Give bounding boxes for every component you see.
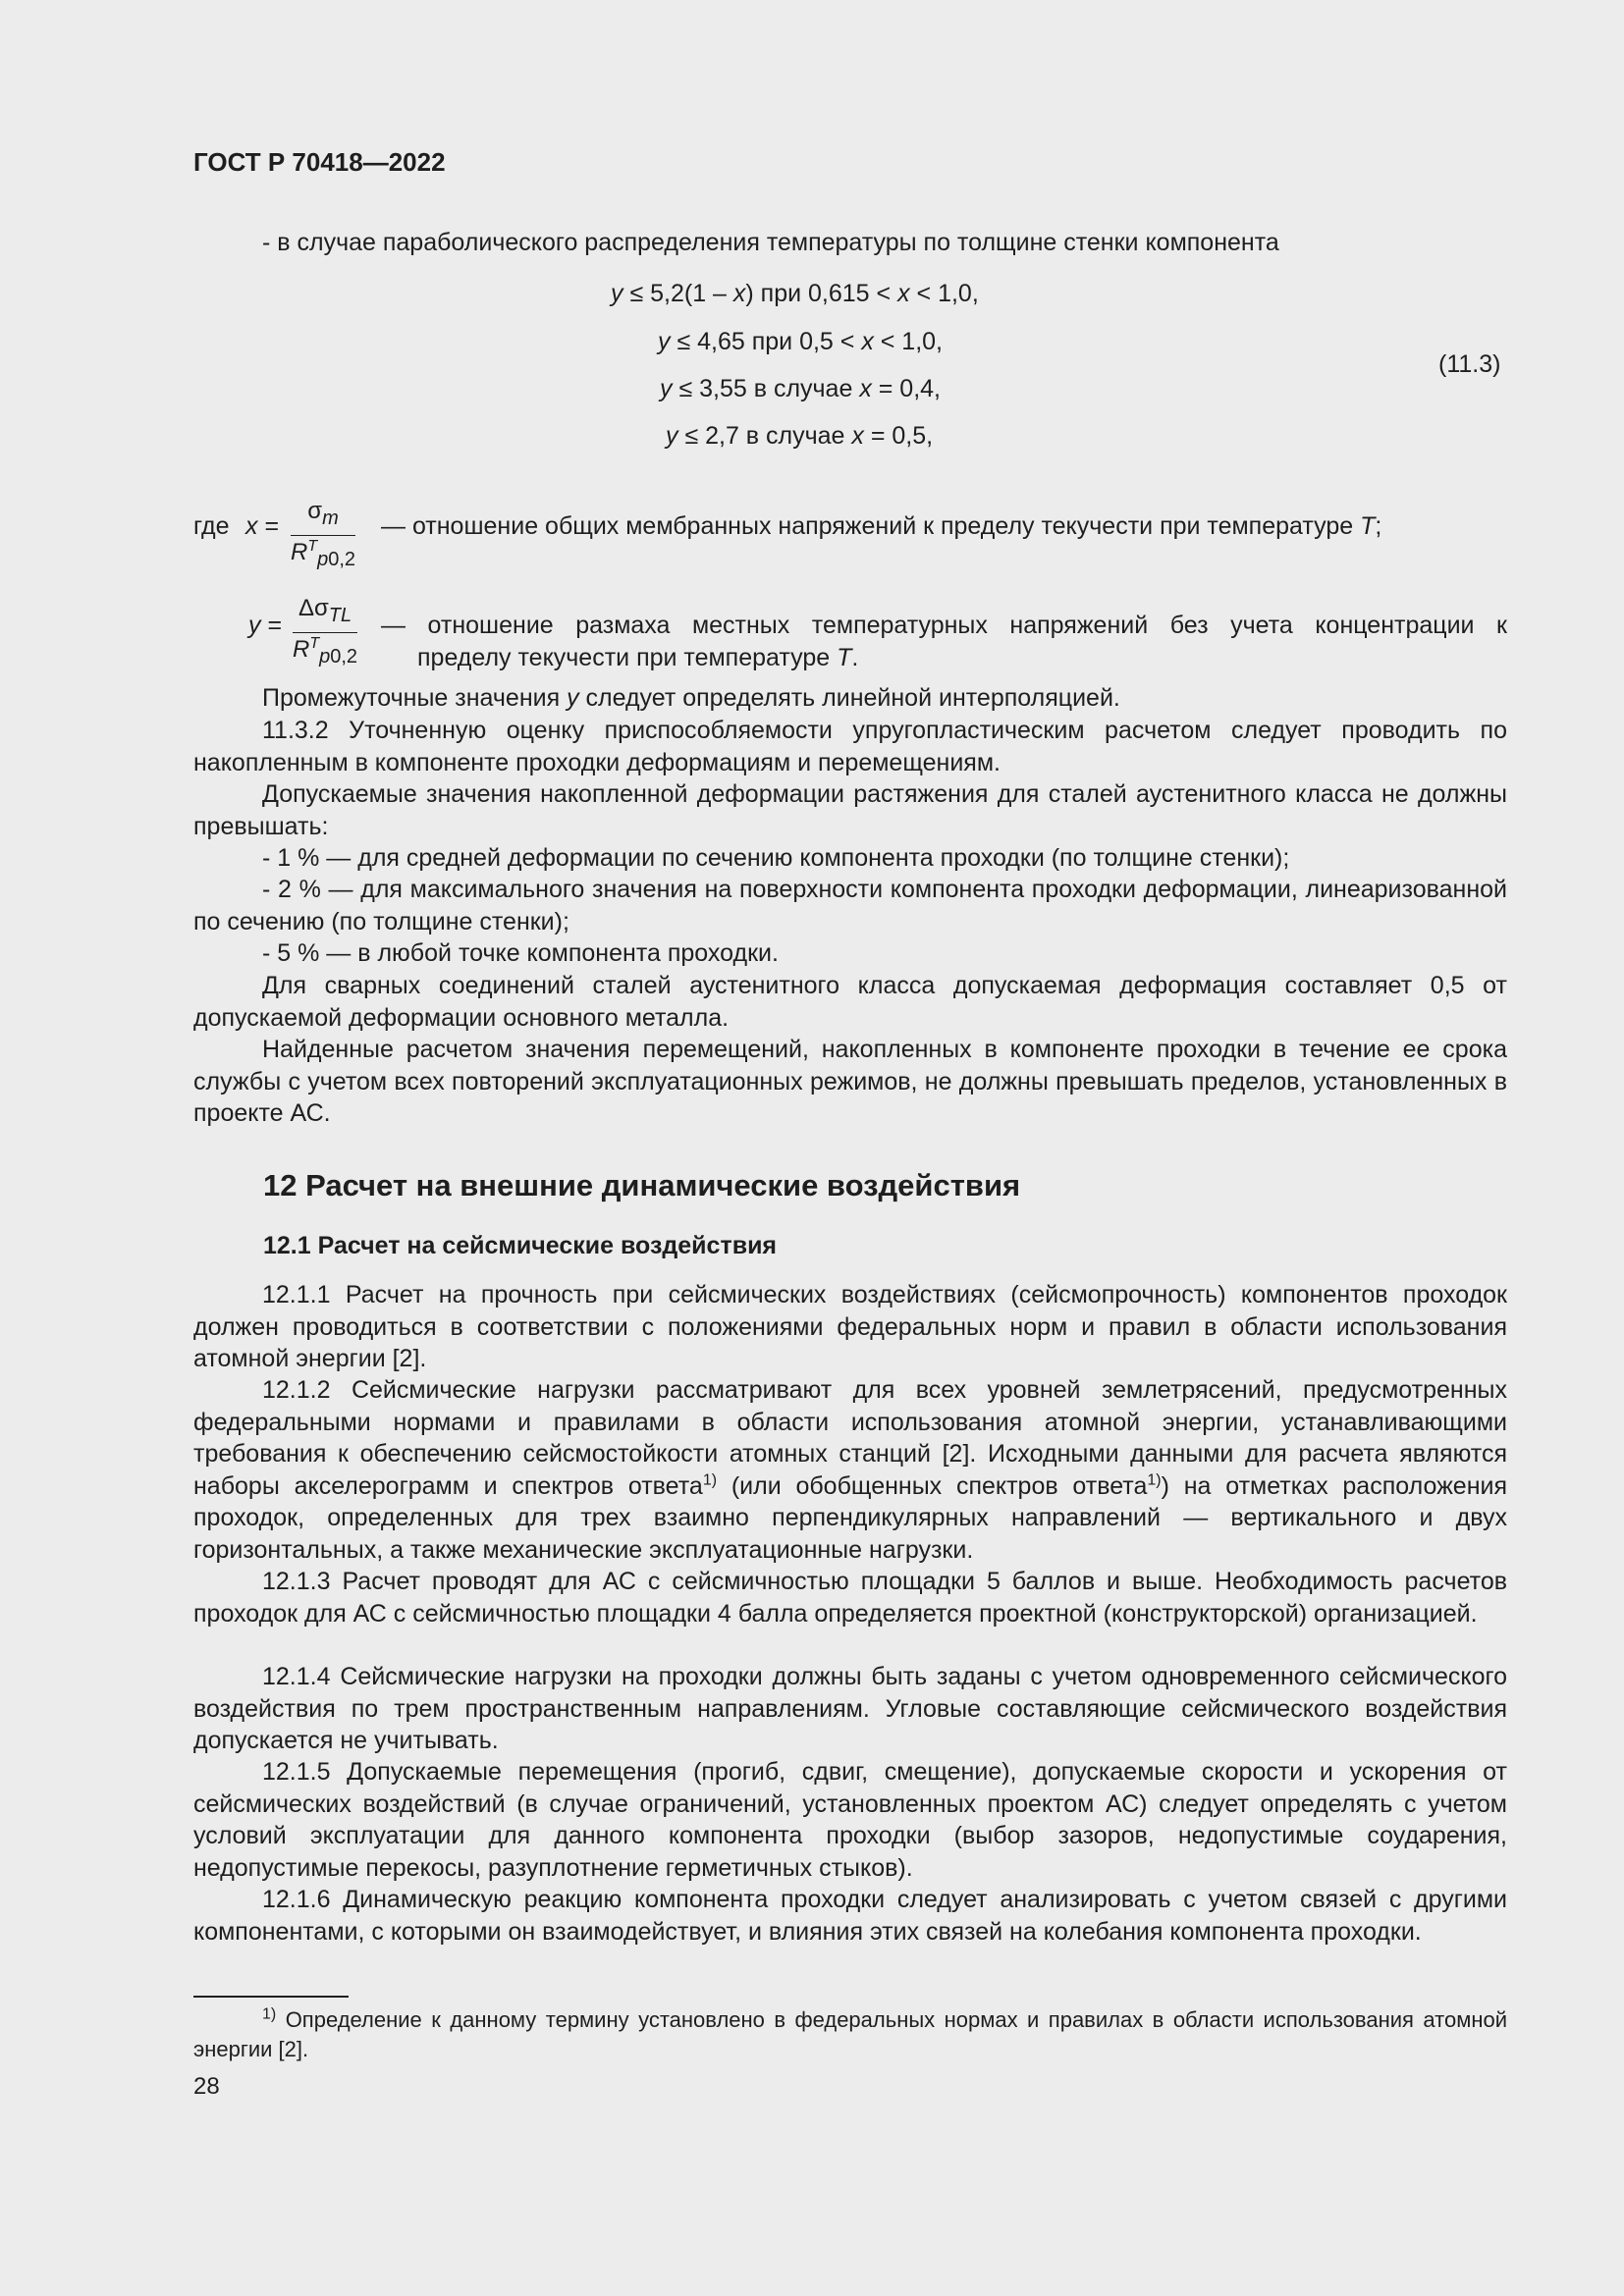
paragraph-displacements: Найденные расчетом значения перемещений, накопленных в компоненте проходки в течение ее срока службы с учетом всех повторений эксплуатационных режимов, не должны превышать пределов, установленных в проекте АС. xyxy=(193,1036,1507,1127)
footnote xyxy=(193,2005,1507,2064)
y-description-line-2: пределу текучести при температуре T. xyxy=(417,644,859,671)
x-numerator: $\sigma_m$ xyxy=(291,495,355,536)
footnote-ref-1: 1) xyxy=(702,1471,718,1489)
paragraph-11-3-2: 11.3.2 Уточненную оценку приспособляемости упругопластическим расчетом следует проводить по накопленным в компоненте проходки деформациям и перемещениям. xyxy=(193,717,1507,776)
x-denominator: $R^T_{p0,2}$ xyxy=(291,537,356,570)
footnote-text: Определение к данному термину установлено в федеральных нормах и правилах в области использования атомной энергии [2]. xyxy=(193,2007,1507,2061)
footnote-marker: 1) xyxy=(262,2005,277,2023)
y-fraction xyxy=(293,592,357,673)
paragraph-12-1-4: 12.1.4 Сейсмические нагрузки на проходки должны быть заданы с учетом одновременного сейсмического воздействия по трем пространственным направлениям. Угловые составляющие сейсмического воздействия допускается не учитывать. xyxy=(193,1663,1507,1754)
y-lhs: y = xyxy=(248,612,283,639)
document-header: ГОСТ Р 70418—2022 xyxy=(193,147,446,177)
equation-number: (11.3) xyxy=(1438,350,1501,378)
equation-line-1: y ≤ 5,2(1 – x) при 0,615 < x < 1,0, xyxy=(611,280,979,307)
list-item-2-percent: - 2 % — для максимального значения на поверхности компонента проходки деформации, линеаризованной по сечению (по толщине стенки); xyxy=(193,876,1507,935)
paragraph-12-1-1: 12.1.1 Расчет на прочность при сейсмических воздействиях (сейсмопрочность) компонентов проходок должен проводиться в соответствии с положениями федеральных норм и правил в области использования атомной энергии [2]. xyxy=(193,1281,1507,1372)
equation-line-2: y ≤ 4,65 при 0,5 < x < 1,0, xyxy=(658,328,944,355)
y-numerator: $\Delta\sigma_{TL}$ xyxy=(293,592,357,633)
y-denominator: $R^T_{p0,2}$ xyxy=(293,634,358,667)
where-word: где xyxy=(193,512,230,540)
paragraph-allowable-strain: Допускаемые значения накопленной деформации растяжения для сталей аустенитного класса не должны превышать: xyxy=(193,780,1507,840)
x-fraction xyxy=(291,495,355,576)
x-description: — отношение общих мембранных напряжений к пределу текучести при температуре T; xyxy=(381,512,1382,540)
footnote-ref-2: 1) xyxy=(1147,1471,1162,1489)
section-title: 12 Расчет на внешние динамические воздействия xyxy=(263,1168,1021,1202)
subsection-title: 12.1 Расчет на сейсмические воздействия xyxy=(263,1232,778,1259)
paragraph-12-1-3: 12.1.3 Расчет проводят для АС с сейсмичностью площадки 5 баллов и выше. Необходимость расчетов проходок для АС с сейсмичностью площадки 4 балла определяется проектной (конструкторской) организацией. xyxy=(193,1568,1507,1628)
paragraph-12-1-2-part-c: ) на отметках расположения проходок, определенных для трех взаимно перпендикулярных направлений — вертикального и двух горизонтальных, а также механические эксплуатационные нагрузки. xyxy=(193,1471,1508,1564)
page-number: 28 xyxy=(193,2073,220,2100)
list-item-parabolic: - в случае параболического распределения температуры по толщине стенки компонента xyxy=(262,229,1279,256)
paragraph-12-1-2-part-a: 12.1.2 Сейсмические нагрузки рассматривают для всех уровней землетрясений, предусмотренных федеральными нормами и правилами в области использования атомной энергии, устанавливающими требования к обеспечению сейсмостойкости атомных станций [2]. Исходными данными для расчета являются наборы акселерограмм и спектров ответа xyxy=(193,1376,1507,1500)
equation-line-3: y ≤ 3,55 в случае x = 0,4, xyxy=(660,375,942,402)
y-description-line-1: — отношение размаха местных температурных напряжений без учета концентрации к xyxy=(381,612,1507,639)
footnote-separator xyxy=(193,1996,349,1998)
list-item-5-percent: - 5 % — в любой точке компонента проходки. xyxy=(262,939,779,967)
paragraph-12-1-2 xyxy=(193,1374,1507,1566)
x-lhs: x = xyxy=(245,512,280,540)
paragraph-12-1-2-part-b: (или обобщенных спектров ответа xyxy=(717,1471,1148,1500)
paragraph-12-1-6: 12.1.6 Динамическую реакцию компонента проходки следует анализировать с учетом связей с другими компонентами, с которыми он взаимодействует, и влияния этих связей на колебания компонента проходки. xyxy=(193,1886,1507,1946)
list-item-1-percent: - 1 % — для средней деформации по сечению компонента проходки (по толщине стенки); xyxy=(262,844,1290,872)
paragraph-12-1-5: 12.1.5 Допускаемые перемещения (прогиб, сдвиг, смещение), допускаемые скорости и ускорения от сейсмических воздействий (в случае ограничений, установленных проектом АС) следует определять с учетом условий эксплуатации для данного компонента проходки (выбор зазоров, недопустимые соударения, недопустимые перекосы, разуплотнение герметичных стыков). xyxy=(193,1758,1507,1882)
paragraph-interpolation: Промежуточные значения y следует определять линейной интерполяцией. xyxy=(262,684,1120,712)
paragraph-welded-joints: Для сварных соединений сталей аустенитного класса допускаемая деформация составляет 0,5 от допускаемой деформации основного металла. xyxy=(193,972,1507,1032)
equation-line-4: y ≤ 2,7 в случае x = 0,5, xyxy=(666,422,934,450)
